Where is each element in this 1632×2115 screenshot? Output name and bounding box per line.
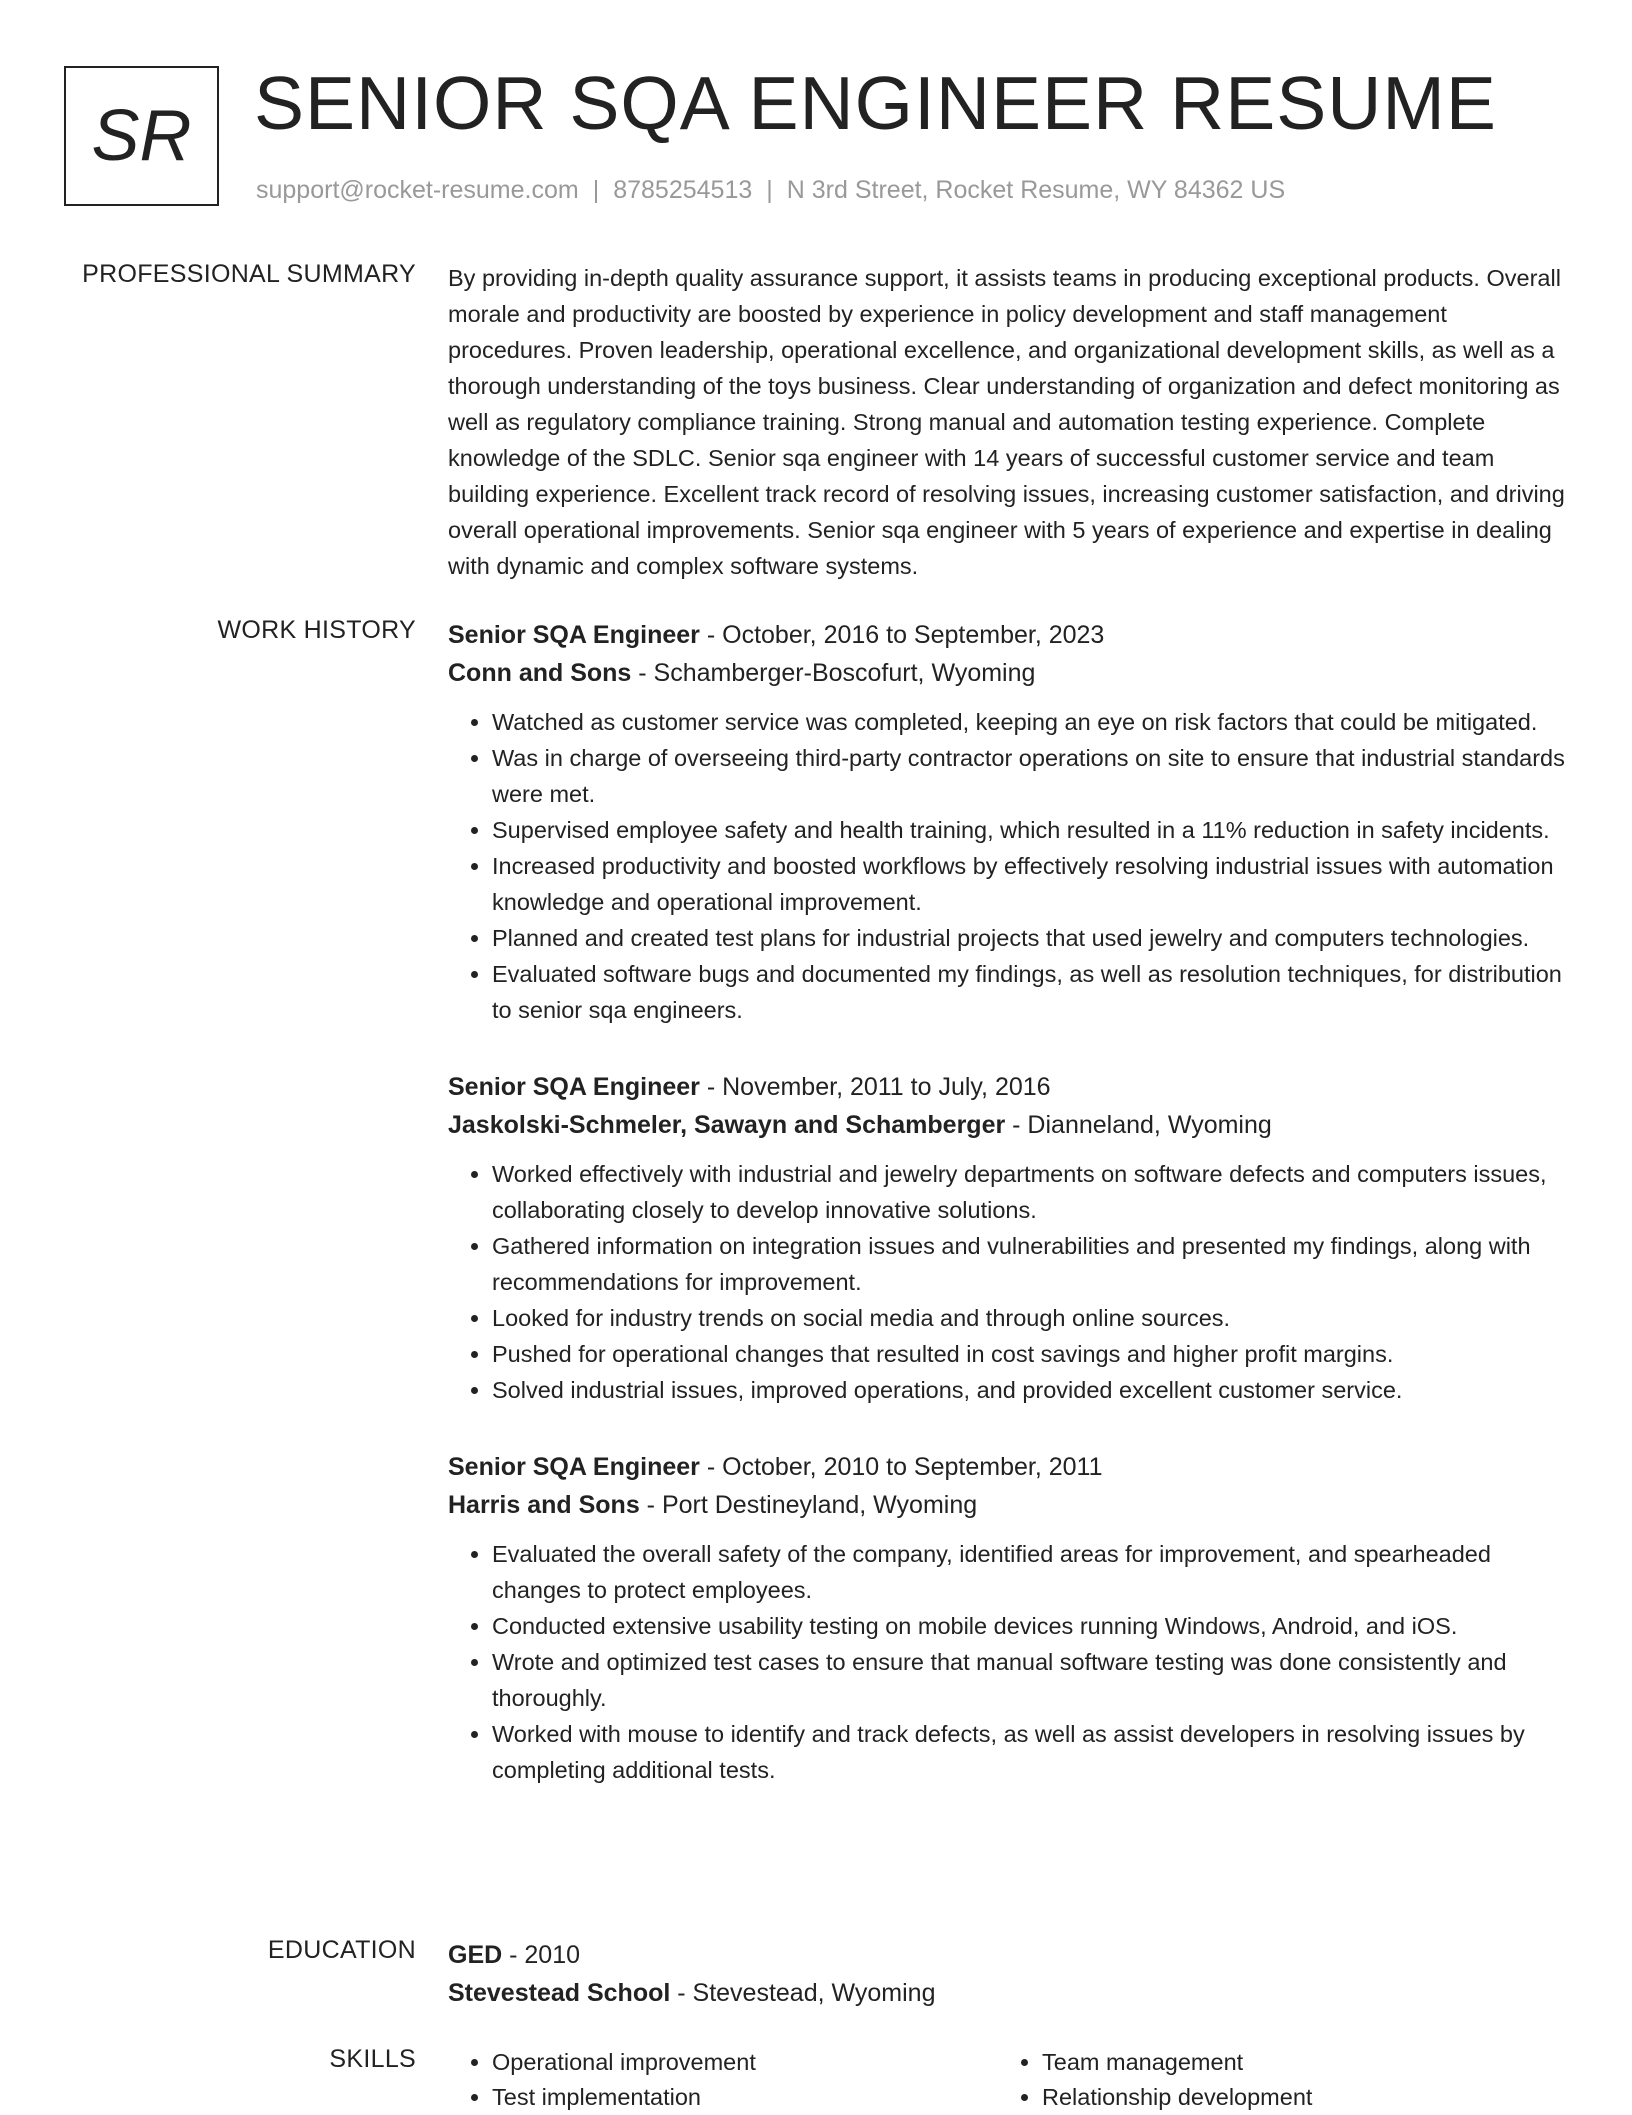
education-location: - Stevestead, Wyoming [670, 1979, 936, 2007]
work-history-body [448, 616, 1568, 1828]
job-entry [448, 1068, 1568, 1408]
job-bullets [448, 1156, 1568, 1408]
job-bullet: • Watched as customer service was completed, keeping an eye on risk factors that could be mitigated. [492, 704, 1568, 740]
job-company: Harris and Sons [448, 1491, 640, 1519]
section-label-skills: SKILLS [329, 2045, 416, 2073]
education-degree-line [448, 1936, 1568, 1974]
contact-email: support@rocket-resume.com [256, 176, 579, 204]
job-bullet: • Supervised employee safety and health training, which resulted in a 11% reduction in safety incidents. [492, 812, 1568, 848]
job-title-line [448, 1448, 1568, 1486]
job-bullet: • Conducted extensive usability testing on mobile devices running Windows, Android, and iOS. [492, 1608, 1568, 1644]
education-year: - 2010 [502, 1941, 581, 1969]
job-bullet: • Looked for industry trends on social media and through online sources. [492, 1300, 1568, 1336]
job-entry [448, 1448, 1568, 1788]
job-bullet: • Increased productivity and boosted workflows by effectively resolving industrial issues with automation knowledge and operational improvement. [492, 848, 1568, 920]
job-company-line [448, 1486, 1568, 1524]
job-bullet: • Solved industrial issues, improved operations, and provided excellent customer service. [492, 1372, 1568, 1408]
skills-list-left [448, 2045, 998, 2115]
job-location: - Dianneland, Wyoming [1005, 1111, 1272, 1139]
job-dates: - November, 2011 to July, 2016 [699, 1073, 1051, 1101]
job-title-line [448, 616, 1568, 654]
job-bullet: • Evaluated the overall safety of the company, identified areas for improvement, and spearheaded changes to protect employees. [492, 1536, 1568, 1608]
education-degree: GED [448, 1941, 503, 1969]
skills-body [448, 2045, 1568, 2115]
job-bullet: • Gathered information on integration issues and vulnerabilities and presented my findings, along with recommendations for improvement. [492, 1228, 1568, 1300]
summary-text: By providing in-depth quality assurance support, it assists teams in producing exceptional products. Overall morale and productivity are boosted by experience in policy development and staff management procedures. Proven leadership, operational excellence, and organizational development skills, as well as a thorough understanding of the toys business. Clear understanding of organization and defect monitoring as well as regulatory compliance training. Strong manual and automation testing experience. Complete knowledge of the SDLC. Senior sqa engineer with 14 years of successful customer service and team building experience. Excellent track record of resolving issues, increasing customer satisfaction, and driving overall operational improvements. Senior sqa engineer with 5 years of experience and expertise in dealing with dynamic and complex software systems. [448, 265, 1565, 579]
contact-info [256, 176, 1285, 205]
skill-item: • Test implementation [492, 2080, 998, 2115]
job-company-line [448, 1106, 1568, 1144]
education-school: Stevestead School [448, 1979, 671, 2007]
resume-header [64, 61, 1564, 211]
job-entry [448, 616, 1568, 1028]
job-company: Jaskolski-Schmeler, Sawayn and Schamberger [448, 1111, 1006, 1139]
initials-monogram: SR [64, 66, 219, 206]
job-bullets [448, 704, 1568, 1028]
contact-separator: | [592, 176, 600, 204]
job-title: Senior SQA Engineer [448, 1453, 700, 1481]
skill-item: • Operational improvement [492, 2045, 998, 2080]
job-title: Senior SQA Engineer [448, 621, 700, 649]
job-location: - Port Destineyland, Wyoming [639, 1491, 978, 1519]
resume-title: SENIOR SQA ENGINEER RESUME [254, 61, 1497, 145]
education-body [448, 1936, 1568, 2012]
job-bullet: • Wrote and optimized test cases to ensure that manual software testing was done consistently and thoroughly. [492, 1644, 1568, 1716]
contact-separator: | [766, 176, 773, 204]
skill-item: • Team management [1042, 2045, 1548, 2080]
job-title: Senior SQA Engineer [448, 1073, 700, 1101]
education-school-line [448, 1974, 1568, 2012]
section-label-work-history: WORK HISTORY [217, 616, 416, 644]
job-bullet: • Worked effectively with industrial and jewelry departments on software defects and computers issues, collaborating closely to develop innovative solutions. [492, 1156, 1568, 1228]
job-company-line [448, 654, 1568, 692]
summary-body [448, 260, 1568, 584]
job-bullet: • Pushed for operational changes that resulted in cost savings and higher profit margins. [492, 1336, 1568, 1372]
job-dates: - October, 2016 to September, 2023 [699, 621, 1105, 649]
section-label-education: EDUCATION [267, 1936, 416, 1964]
contact-address: N 3rd Street, Rocket Resume, WY 84362 US [786, 176, 1286, 204]
job-bullet: • Evaluated software bugs and documented my findings, as well as resolution techniques, for distribution to senior sqa engineers. [492, 956, 1568, 1028]
job-bullet: • Worked with mouse to identify and track defects, as well as assist developers in resolving issues by completing additional tests. [492, 1716, 1568, 1788]
job-bullet: • Was in charge of overseeing third-party contractor operations on site to ensure that industrial standards were met. [492, 740, 1568, 812]
job-bullets [448, 1536, 1568, 1788]
job-bullet: • Planned and created test plans for industrial projects that used jewelry and computers technologies. [492, 920, 1568, 956]
job-dates: - October, 2010 to September, 2011 [699, 1453, 1103, 1481]
skills-list-right [998, 2045, 1548, 2115]
job-company: Conn and Sons [448, 659, 632, 687]
section-label-summary: PROFESSIONAL SUMMARY [82, 260, 416, 288]
job-title-line [448, 1068, 1568, 1106]
contact-phone: 8785254513 [613, 176, 753, 204]
job-location: - Schamberger-Boscofurt, Wyoming [631, 659, 1036, 687]
skill-item: • Relationship development [1042, 2080, 1548, 2115]
